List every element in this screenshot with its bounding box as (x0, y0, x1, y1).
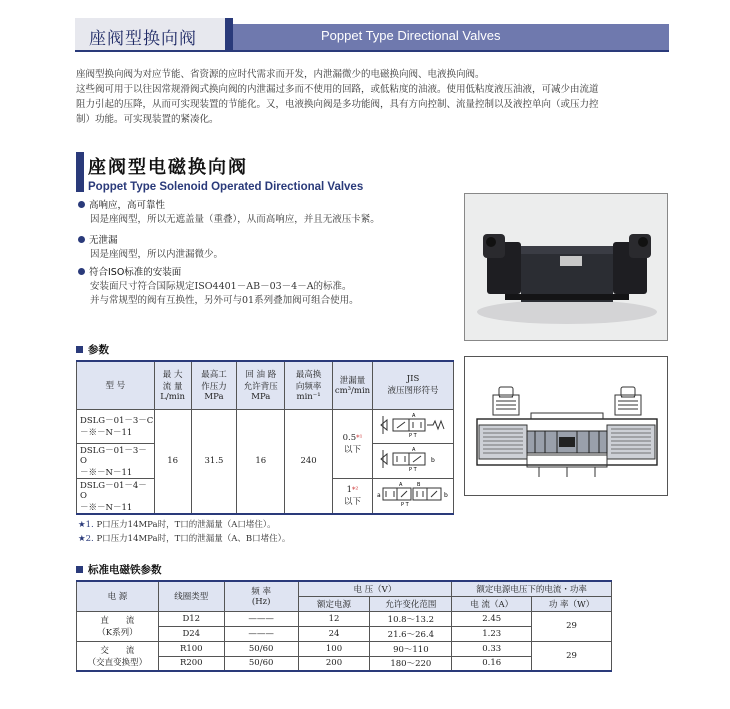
section-title-cn: 座阀型电磁换向阀 (88, 157, 248, 178)
col-flow-l1: 最 大 (162, 370, 183, 381)
col-pressure-l1: 最高工 (201, 370, 227, 381)
model-suffix: －※－N－11 (80, 502, 133, 513)
note-star: ★1. (78, 520, 94, 530)
col-flow-unit: L/min (160, 392, 185, 403)
current-cell: 0.33 (452, 641, 532, 656)
svg-text:A: A (398, 482, 403, 489)
feature-title: 无泄漏 (89, 235, 118, 246)
source-name: 交 流 (100, 645, 135, 656)
coil-cell: D12 (158, 611, 224, 626)
col-back-l2: 允许背压 (243, 382, 278, 393)
rated-cell: 12 (298, 611, 370, 626)
feature-text: 因是座阀型，所以无遮盖量（重叠），从而高响应，并且无液压卡紧。 (90, 214, 380, 225)
svg-text:b: b (443, 492, 448, 500)
solenoid-title: 标准电磁铁参数 (76, 562, 162, 577)
valve-section-diagram (464, 356, 668, 496)
col-coil: 线圈类型 (158, 581, 224, 611)
col-pressure (191, 361, 237, 409)
leak-b-value: 1 (346, 484, 353, 495)
leak-a-suffix: 以下 (343, 444, 361, 455)
col-frequency (285, 361, 333, 409)
intro-line: 制）功能。可实现装置的紧凑化。 (76, 114, 219, 125)
symbol-3c (372, 409, 453, 443)
intro-paragraph (76, 67, 676, 127)
model-code: DSLG－01－3－C (80, 416, 154, 426)
feature-text: 并与常规型的阀有互换性，另外可与01系列叠加阀可组合使用。 (90, 295, 359, 306)
valve-symbol-icon (377, 446, 449, 472)
col-frequency (224, 581, 298, 611)
valve-symbol-icon (375, 481, 451, 507)
col-current: 电 流（A） (452, 596, 532, 611)
model-cell (77, 478, 155, 514)
model-suffix: －※－N－11 (80, 467, 133, 478)
svg-text:P T: P T (400, 502, 409, 508)
svg-text:P T: P T (408, 467, 417, 472)
range-cell: 10.8～13.2 (370, 611, 452, 626)
model-code: DSLG－01－3－O (80, 445, 147, 466)
source-dc (77, 611, 159, 641)
bullet-icon (78, 268, 85, 275)
banner-title-en: Poppet Type Directional Valves (225, 24, 669, 50)
leak-a-value: 0.5 (342, 432, 357, 443)
col-freq-unit: min⁻¹ (296, 392, 321, 403)
current-cell: 1.23 (452, 626, 532, 641)
svg-text:A: A (411, 412, 416, 419)
feature-text: 安装面尺寸符合国际规定ISO4401－AB－03－4－A的标准。 (90, 281, 352, 292)
svg-text:P T: P T (408, 432, 417, 438)
power-cell: 29 (532, 611, 612, 641)
leakage-value-a (333, 409, 373, 478)
solenoid-table (76, 580, 612, 672)
col-source: 电 源 (77, 581, 159, 611)
note-text: P口压力14MPa时，T口的泄漏量（A、B口堵住）。 (96, 534, 291, 544)
col-freq-l1: 频 率 (251, 587, 271, 598)
rated-cell: 100 (298, 641, 370, 656)
range-cell: 21.6～26.4 (370, 626, 452, 641)
symbol-3o (372, 443, 453, 478)
col-jis-l2: 液压图形符号 (387, 386, 439, 397)
source-ac (77, 641, 159, 671)
leak-b-suffix: 以下 (343, 496, 361, 507)
coil-cell: D24 (158, 626, 224, 641)
coil-cell: R200 (158, 656, 224, 671)
feature-text: 因是座阀型，所以内泄漏微少。 (90, 249, 224, 260)
rated-cell: 200 (298, 656, 370, 671)
range-cell: 180～220 (370, 656, 452, 671)
coil-cell: R100 (158, 641, 224, 656)
freq-cell: 50/60 (224, 656, 298, 671)
source-series: （交直变换型） (87, 657, 148, 668)
freq-cell: ——— (224, 611, 298, 626)
power-cell: 29 (532, 641, 612, 671)
feature-title: 符合ISO标准的安装面 (89, 267, 182, 278)
svg-text:a: a (376, 492, 381, 500)
params-title: 参数 (76, 342, 109, 357)
col-power: 功 率（W） (532, 596, 612, 611)
model-cell (77, 409, 155, 443)
col-back-pressure (237, 361, 285, 409)
note-star: ★2. (78, 534, 94, 544)
note-2 (78, 532, 290, 546)
freq-cell: ——— (224, 626, 298, 641)
col-flow (154, 361, 191, 409)
note-1 (78, 518, 290, 532)
source-name: 直 流 (100, 616, 135, 626)
intro-line: 阻力引起的压降，从而可实现装置的节能化。又，电液换向阀是多功能阀，具有方向控制、流量控制以及液控单向（或压力控 (76, 99, 599, 110)
flow-value: 16 (154, 409, 191, 514)
svg-text:b: b (430, 457, 435, 464)
leakage-value-b (333, 478, 373, 514)
feature-no-leak (78, 234, 223, 262)
banner-title-cn: 座阀型换向阀 (75, 18, 225, 50)
col-model: 型 号 (77, 361, 155, 409)
feature-title: 高响应，高可靠性 (89, 200, 166, 211)
rated-cell: 24 (298, 626, 370, 641)
col-back-l1: 回 油 路 (245, 370, 277, 381)
intro-line: 这些阀可用于以往因常规滑阀式换向阀的内泄漏过多而不使用的回路，或低粘度的油液。使用低粘度液压油液，可减少由流道 (76, 84, 599, 95)
col-rated-voltage: 额定电源 (298, 596, 370, 611)
leak-a-star: *¹ (356, 433, 363, 442)
col-leak-unit: cm³/min (334, 386, 371, 397)
col-voltage: 电 压（V） (298, 581, 452, 596)
col-back-unit: MPa (251, 392, 271, 403)
section-title-en: Poppet Type Solenoid Operated Directional Valves (88, 181, 364, 193)
freq-cell: 50/60 (224, 641, 298, 656)
notes (78, 518, 290, 546)
col-leak-l1: 泄漏量 (339, 376, 366, 387)
feature-high-response (78, 199, 380, 227)
col-leakage (333, 361, 373, 409)
model-cell (77, 443, 155, 478)
svg-text:A: A (411, 447, 416, 453)
range-cell: 90～110 (370, 641, 452, 656)
col-pressure-unit: MPa (204, 392, 224, 403)
valve-photo (464, 193, 668, 341)
valve-symbol-icon (377, 412, 449, 438)
model-suffix: －※－N－11 (80, 428, 133, 438)
header-banner (75, 18, 669, 52)
col-freq-unit: (Hz) (251, 597, 271, 608)
leak-b-star: *² (352, 485, 359, 494)
section-accent-bar (76, 152, 84, 192)
intro-line: 座阀型换向阀为对应节能、省资源的应时代需求而开发，内泄漏微少的电磁换向阀、电液换向阀。 (76, 69, 485, 80)
symbol-4o (372, 478, 453, 514)
model-code: DSLG－01－4－O (80, 480, 147, 501)
source-series: （K系列） (97, 628, 138, 638)
frequency-value: 240 (285, 409, 333, 514)
pressure-value: 31.5 (191, 409, 237, 514)
col-flow-l2: 流 量 (162, 382, 183, 393)
col-jis (372, 361, 453, 409)
feature-iso-mount (78, 266, 359, 308)
params-table (76, 360, 454, 515)
col-freq-l1: 最高换 (295, 370, 322, 381)
col-pressure-l2: 作压力 (201, 382, 227, 393)
col-current-power: 额定电源电压下的电流・功率 (452, 581, 612, 596)
note-text: P口压力14MPa时，T口的泄漏量（A口堵住）。 (96, 520, 276, 530)
bullet-icon (78, 236, 85, 243)
current-cell: 2.45 (452, 611, 532, 626)
back-pressure-value: 16 (237, 409, 285, 514)
col-freq-l2: 向频率 (295, 382, 322, 393)
current-cell: 0.16 (452, 656, 532, 671)
col-jis-l1: JIS (406, 374, 420, 385)
col-voltage-range: 允许变化范围 (370, 596, 452, 611)
svg-text:B: B (416, 482, 421, 489)
bullet-icon (78, 201, 85, 208)
